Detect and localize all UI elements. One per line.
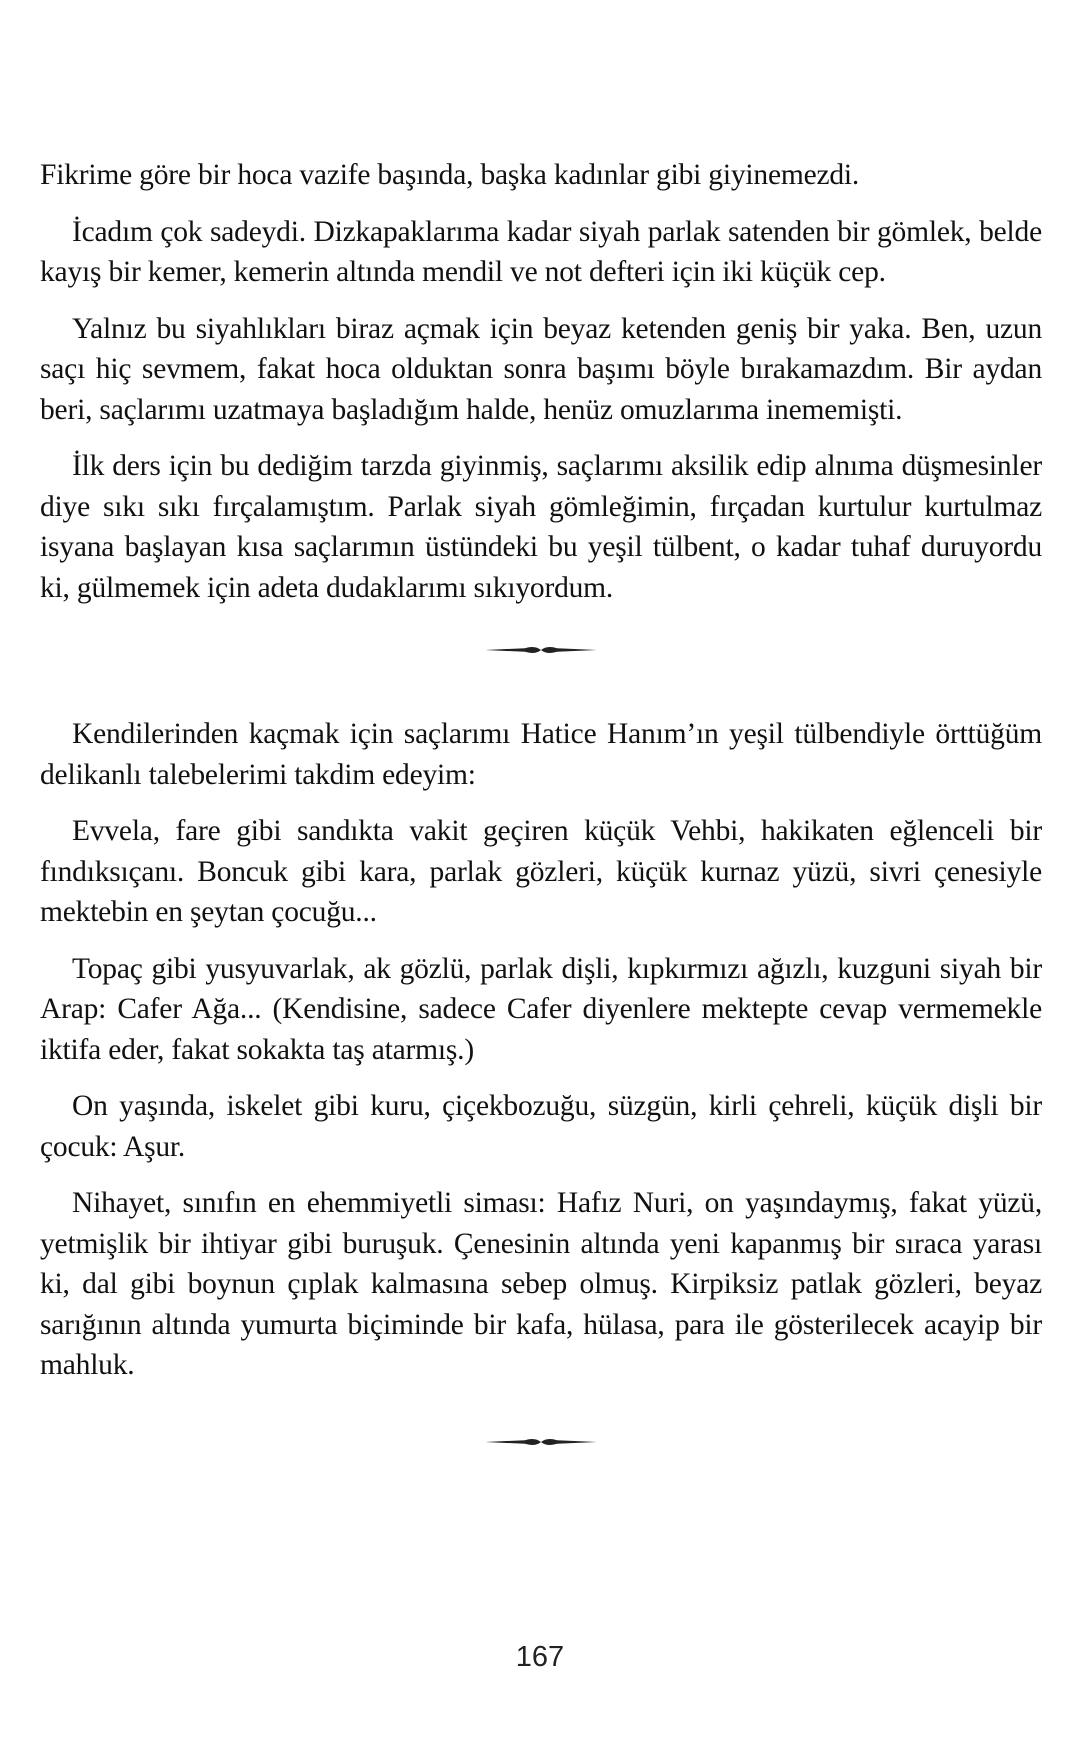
paragraph-1: Fikrime göre bir hoca vazife başında, başka kadınlar gibi giyinemezdi. [40, 159, 860, 191]
paragraph-8: On yaşında, iskelet gibi kuru, çiçekbozuğu, süzgün, kirli çehreli, küçük dişli bir çocuk: Aşur. [40, 1090, 1042, 1163]
page-body [40, 155, 1042, 1462]
section-divider-ornament-icon [40, 630, 1042, 670]
section-divider-ornament-icon-2 [40, 1422, 1042, 1462]
paragraph-9: Nihayet, sınıfın en ehemmiyetli siması: Hafız Nuri, on yaşındaymış, fakat yüzü, yetmişlik bir ihtiyar gibi buruşuk. Çenesinin altında yeni kapanmış bir sıraca yarası ki, dal gibi boynun çıplak kalmasına sebep olmuş. Kirpiksiz patlak gözleri, beyaz sarığının altında yumurta biçiminde bir kafa, hülasa, para ile gösterilecek acayip bir mahluk. [40, 1187, 1042, 1381]
paragraph-4: İlk ders için bu dediğim tarzda giyinmiş, saçlarımı aksilik edip alnıma düşmesinler diye sıkı sıkı fırçalamıştım. Parlak siyah gömleğimin, fırçadan kurtulur kurtulmaz isyana başlayan kısa saçlarımın üstündeki bu yeşil tülbent, o kadar tuhaf duruyordu ki, gülmemek için adeta dudaklarımı sıkıyordum. [40, 450, 1042, 604]
paragraph-7: Topaç gibi yusyuvarlak, ak gözlü, parlak dişli, kıpkırmızı ağızlı, kuzguni siyah bir Arap: Cafer Ağa... (Kendisine, sadece Cafer diyenlere mektepte cevap vermemekle iktifa eder, fakat sokakta taş atarmış.) [40, 952, 1042, 1066]
paragraph-5: Kendilerinden kaçmak için saçlarımı Hatice Hanım’ın yeşil tülbendiyle örttüğüm delikanlı talebelerimi takdim edeyim: [40, 718, 1042, 791]
paragraph-3: Yalnız bu siyahlıkları biraz açmak için beyaz ketenden geniş bir yaka. Ben, uzun saçı hiç sevmem, fakat hoca olduktan sonra başımı böyle bırakamazdım. Bir aydan beri, saçlarımı uzatmaya başladığım halde, henüz omuzlarıma inememişti. [40, 312, 1042, 426]
ornament-svg [485, 643, 597, 657]
page-number: 167 [515, 1641, 565, 1673]
ornament-svg-2 [485, 1435, 597, 1449]
paragraph-6: Evvela, fare gibi sandıkta vakit geçiren küçük Vehbi, hakikaten eğlenceli bir fındıksıçanı. Boncuk gibi kara, parlak gözleri, küçük kurnaz yüzü, sivri çenesiyle mektebin en şeytan çocuğu... [40, 815, 1042, 928]
paragraph-2: İcadım çok sadeydi. Dizkapaklarıma kadar siyah parlak satenden bir gömlek, belde kayış bir kemer, kemerin altında mendil ve not defteri için iki küçük cep. [40, 215, 1042, 288]
